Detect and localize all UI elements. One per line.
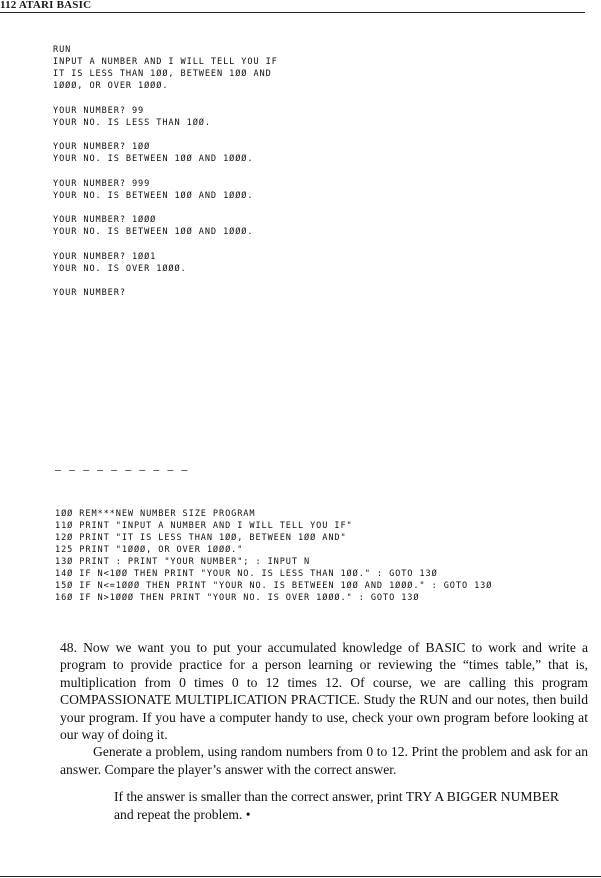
footer-rule [0, 876, 601, 877]
run-output-line: YOUR NO. IS BETWEEN 1ØØ AND 1ØØØ. [53, 227, 254, 237]
run-output-line: YOUR NUMBER? [53, 288, 126, 298]
run-output-line: YOUR NUMBER? 999 [53, 178, 151, 189]
program-listing-line: 16Ø IF N>1ØØØ THEN PRINT "YOUR NO. IS OVER 1ØØØ." : GOTO 13Ø [55, 593, 420, 603]
program-listing-line: 14Ø IF N<1ØØ THEN PRINT "YOUR NO. IS LESS THAN 1ØØ." : GOTO 13Ø [55, 569, 438, 579]
separator-dashes: — — — — — — — — — — [55, 465, 189, 476]
run-output-line: YOUR NUMBER? 1ØØ [53, 142, 151, 152]
page-header [0, 0, 601, 14]
run-output-line: YOUR NO. IS LESS THAN 1ØØ. [53, 117, 211, 128]
run-output-line: IT IS LESS THAN 1ØØ, BETWEEN 1ØØ AND [53, 69, 272, 79]
run-output-blank-line [53, 129, 278, 142]
program-listing-line: 125 PRINT "1ØØØ, OR OVER 1ØØØ." [55, 545, 244, 555]
paragraph-48: 48. Now we want you to put your accumulated knowledge of BASIC to work and write a program to provide practice for a person learning or reviewing the “times table,” that is, multiplication from 0 times 0 to 12 times 12. Of course, we are calling this program COMPASSIONATE MULTIPLICATION PRACTICE. Study the RUN and our notes, then build your program. If you have a computer handy to use, check your own program before looking at our way of doing it. [60, 640, 588, 743]
body-text [60, 639, 588, 823]
program-listing-line: 15Ø IF N<=1ØØØ THEN PRINT "YOUR NO. IS BETWEEN 1ØØ AND 1ØØØ." : GOTO 13Ø [55, 581, 493, 591]
run-output-line: RUN [53, 45, 72, 55]
paragraph-instructions: Generate a problem, using random numbers from 0 to 12. Print the problem and ask for an answer. Compare the player’s answer with the correct answer. [60, 744, 588, 777]
program-listing [55, 508, 492, 604]
run-output-line: YOUR NUMBER? 1ØØ1 [53, 251, 157, 262]
program-listing-line: 13Ø PRINT : PRINT "YOUR NUMBER"; : INPUT N [55, 557, 311, 567]
run-output-line: YOUR NO. IS BETWEEN 1ØØ AND 1ØØØ. [53, 190, 254, 201]
run-output-line: YOUR NUMBER? 1ØØØ [53, 215, 157, 225]
header-rule [0, 12, 585, 13]
run-output-blank-line [53, 275, 278, 288]
run-output-blank-line [53, 202, 278, 215]
run-output-block [53, 44, 278, 299]
program-listing-line: 11Ø PRINT "INPUT A NUMBER AND I WILL TELL YOU IF" [55, 521, 353, 531]
run-output-blank-line [53, 92, 278, 105]
page-number-and-running-title: 112 ATARI BASIC [0, 0, 92, 11]
program-listing-line: 1ØØ REM***NEW NUMBER SIZE PROGRAM [55, 509, 256, 519]
run-output-line: 1ØØØ, OR OVER 1ØØØ. [53, 81, 169, 91]
run-output-blank-line [53, 165, 278, 178]
run-output-blank-line [53, 238, 278, 251]
run-output-line: YOUR NO. IS OVER 1ØØØ. [53, 263, 187, 274]
program-listing-line: 12Ø PRINT "IT IS LESS THAN 1ØØ, BETWEEN 1ØØ AND" [55, 533, 347, 543]
paragraph-rule: If the answer is smaller than the correct answer, print TRY A BIGGER NUMBER and repeat the problem. • [114, 789, 559, 822]
run-output-line: INPUT A NUMBER AND I WILL TELL YOU IF [53, 57, 278, 67]
run-output-line: YOUR NO. IS BETWEEN 1ØØ AND 1ØØØ. [53, 154, 254, 164]
run-output-line: YOUR NUMBER? 99 [53, 105, 145, 116]
